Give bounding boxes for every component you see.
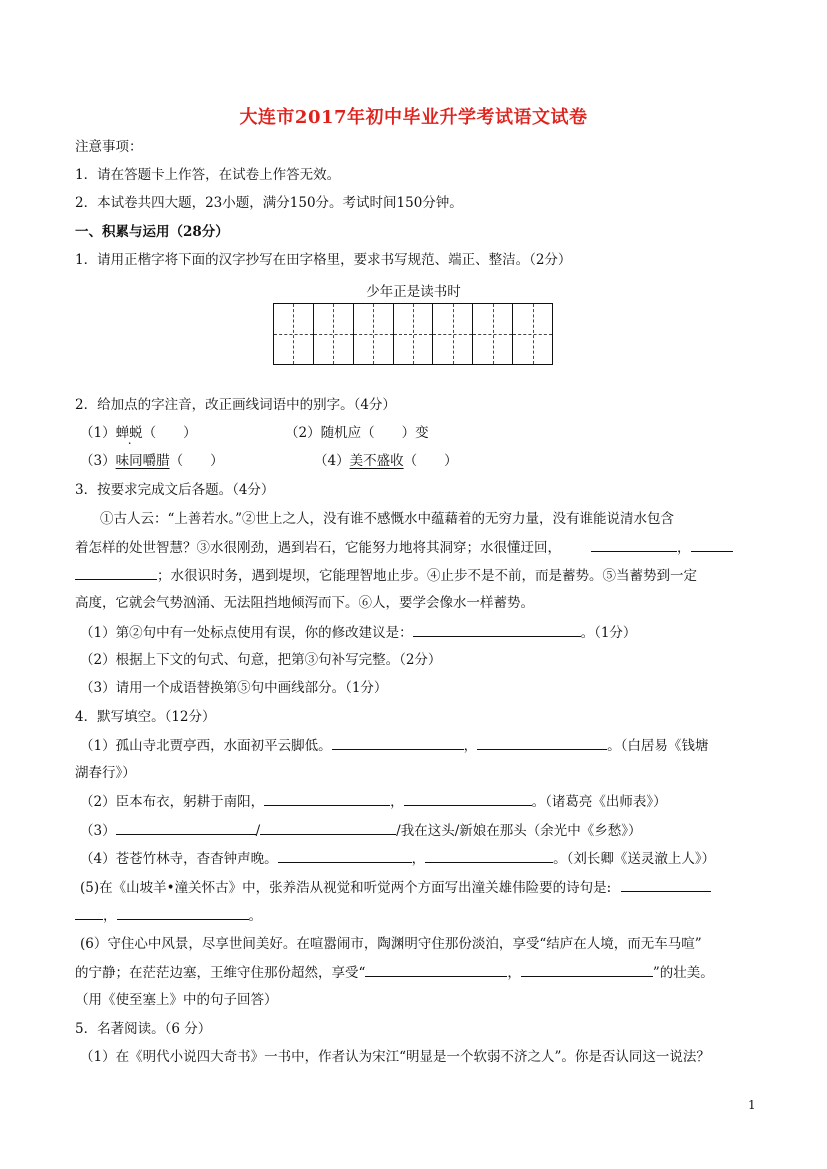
answer-blank[interactable] bbox=[264, 791, 390, 806]
answer-blank[interactable] bbox=[477, 735, 607, 750]
answer-blank[interactable] bbox=[425, 848, 553, 863]
grid-cell[interactable] bbox=[314, 304, 354, 364]
q4-line-6-cont: 的宁静；在茫茫边塞，王维守住那份超然，享受“ ， ”的壮美。 bbox=[75, 962, 714, 983]
answer-blank[interactable] bbox=[365, 962, 507, 977]
answer-blank[interactable] bbox=[691, 537, 733, 552]
q4-line-6: (6）守住心中风景，尽享世间美好。在喧嚣闹市，陶渊明守住那份淡泊，享受“结庐在人境，而无车马喧” bbox=[80, 936, 702, 952]
question-4: 4．默写填空。（12分） bbox=[75, 709, 216, 725]
grid-cell[interactable] bbox=[274, 304, 314, 364]
answer-blank[interactable] bbox=[116, 820, 256, 835]
tianzige-grid[interactable] bbox=[273, 303, 553, 365]
q2-item-1: （1）蝉蜕（ ） bbox=[80, 425, 197, 441]
grid-cell[interactable] bbox=[433, 304, 473, 364]
q2-item-3: （3）味同嚼腊（ ） bbox=[80, 453, 224, 469]
q2-item-4: （4）美不盛收（ ） bbox=[314, 453, 458, 469]
grid-cell[interactable] bbox=[394, 304, 434, 364]
q4-line-4: （4）苍苍竹林寺，杳杳钟声晚。 ， 。（刘长卿《送灵澈上人》） bbox=[80, 848, 715, 869]
q3-passage-line-1: ①古人云：“上善若水。”②世上之人，没有谁不感慨水中蕴藉着的无穷力量，没有谁能说清水包含 bbox=[100, 511, 675, 527]
question-5: 5．名著阅读。（6 分） bbox=[75, 1021, 212, 1037]
q4-line-1: （1）孤山寺北贾亭西，水面初平云脚低。 ， 。（白居易《钱塘 bbox=[80, 735, 708, 756]
q3-passage-line-3: ；水很识时务，遇到堤坝，它能理智地止步。④止步不是不前，而是蓄势。⑤当蓄势到一定 bbox=[75, 565, 697, 586]
dotted-word: 蝉蜕 bbox=[115, 425, 143, 441]
question-1: 1．请用正楷字将下面的汉字抄写在田字格里，要求书写规范、端正、整洁。（2分） bbox=[75, 252, 572, 268]
grid-cell[interactable] bbox=[354, 304, 394, 364]
q4-line-2: （2）臣本布衣，躬耕于南阳， ， 。（诸葛亮《出师表》） bbox=[80, 791, 667, 812]
section-1-heading: 一、积累与运用（28分） bbox=[75, 224, 229, 240]
answer-blank[interactable] bbox=[75, 905, 103, 920]
page-title: 大连市2017年初中毕业升学考试语文试卷 bbox=[239, 107, 588, 128]
q4-line-1-cont: 湖春行》） bbox=[75, 765, 136, 781]
q3-sub-1: （1）第②句中有一处标点使用有误，你的修改建议是： 。（1分） bbox=[80, 622, 636, 643]
question-3: 3．按要求完成文后各题。（4分） bbox=[75, 482, 275, 498]
q4-line-5-cont: ， 。 bbox=[75, 905, 262, 926]
q3-passage-line-2: 着怎样的处世智慧？③水很刚劲，遇到岩石，它能努力地将其洞穿；水很懂迂回， ， bbox=[75, 537, 733, 558]
q4-line-6-note: （用《使至塞上》中的句子回答） bbox=[75, 992, 278, 1008]
answer-blank[interactable] bbox=[260, 820, 396, 835]
question-2: 2．给加点的字注音，改正画线词语中的别字。（4分） bbox=[75, 397, 396, 413]
q3-sub-3: （3）请用一个成语替换第⑤句中画线部分。（1分） bbox=[80, 680, 388, 696]
q4-line-3: （3） / /我在这头/新娘在那头（余光中《乡愁》） bbox=[80, 820, 642, 841]
answer-blank[interactable] bbox=[413, 622, 581, 637]
q3-passage-line-4: 高度，它就会气势汹涌、无法阻挡地倾泻而下。⑥人，要学会像水一样蓄势。 bbox=[75, 595, 534, 611]
q4-line-5: (5)在《山坡羊•潼关怀古》中，张养浩从视觉和听觉两个方面写出潼关雄伟险要的诗句是: bbox=[80, 877, 711, 898]
answer-blank[interactable] bbox=[621, 877, 711, 892]
answer-blank[interactable] bbox=[332, 735, 464, 750]
notice-heading: 注意事项： bbox=[75, 139, 143, 155]
underlined-word: 味同嚼腊 bbox=[115, 453, 170, 469]
notice-item-1: 1．请在答题卡上作答，在试卷上作答无效。 bbox=[75, 167, 341, 183]
underlined-word: 美不盛收 bbox=[349, 453, 404, 469]
answer-blank[interactable] bbox=[521, 962, 653, 977]
q2-item-2: （2）随机应（ ）变 bbox=[285, 425, 429, 441]
answer-blank[interactable] bbox=[404, 791, 532, 806]
notice-item-2: 2．本试卷共四大题，23小题，满分150分。考试时间150分钟。 bbox=[75, 195, 463, 211]
q3-sub-2: （2）根据上下文的句式、句意，把第③句补写完整。（2分） bbox=[80, 652, 442, 668]
grid-cell[interactable] bbox=[473, 304, 513, 364]
answer-blank[interactable] bbox=[75, 565, 157, 580]
grid-cell[interactable] bbox=[513, 304, 552, 364]
answer-blank[interactable] bbox=[591, 537, 677, 552]
page-number: 1 bbox=[748, 1098, 756, 1112]
answer-blank[interactable] bbox=[278, 848, 412, 863]
q5-sub-1: （1）在《明代小说四大奇书》一书中，作者认为宋江“明显是一个软弱不济之人”。你是否认同这一说法？ bbox=[80, 1049, 710, 1065]
answer-blank[interactable] bbox=[117, 905, 249, 920]
copy-phrase: 少年正是读书时 bbox=[366, 284, 461, 300]
